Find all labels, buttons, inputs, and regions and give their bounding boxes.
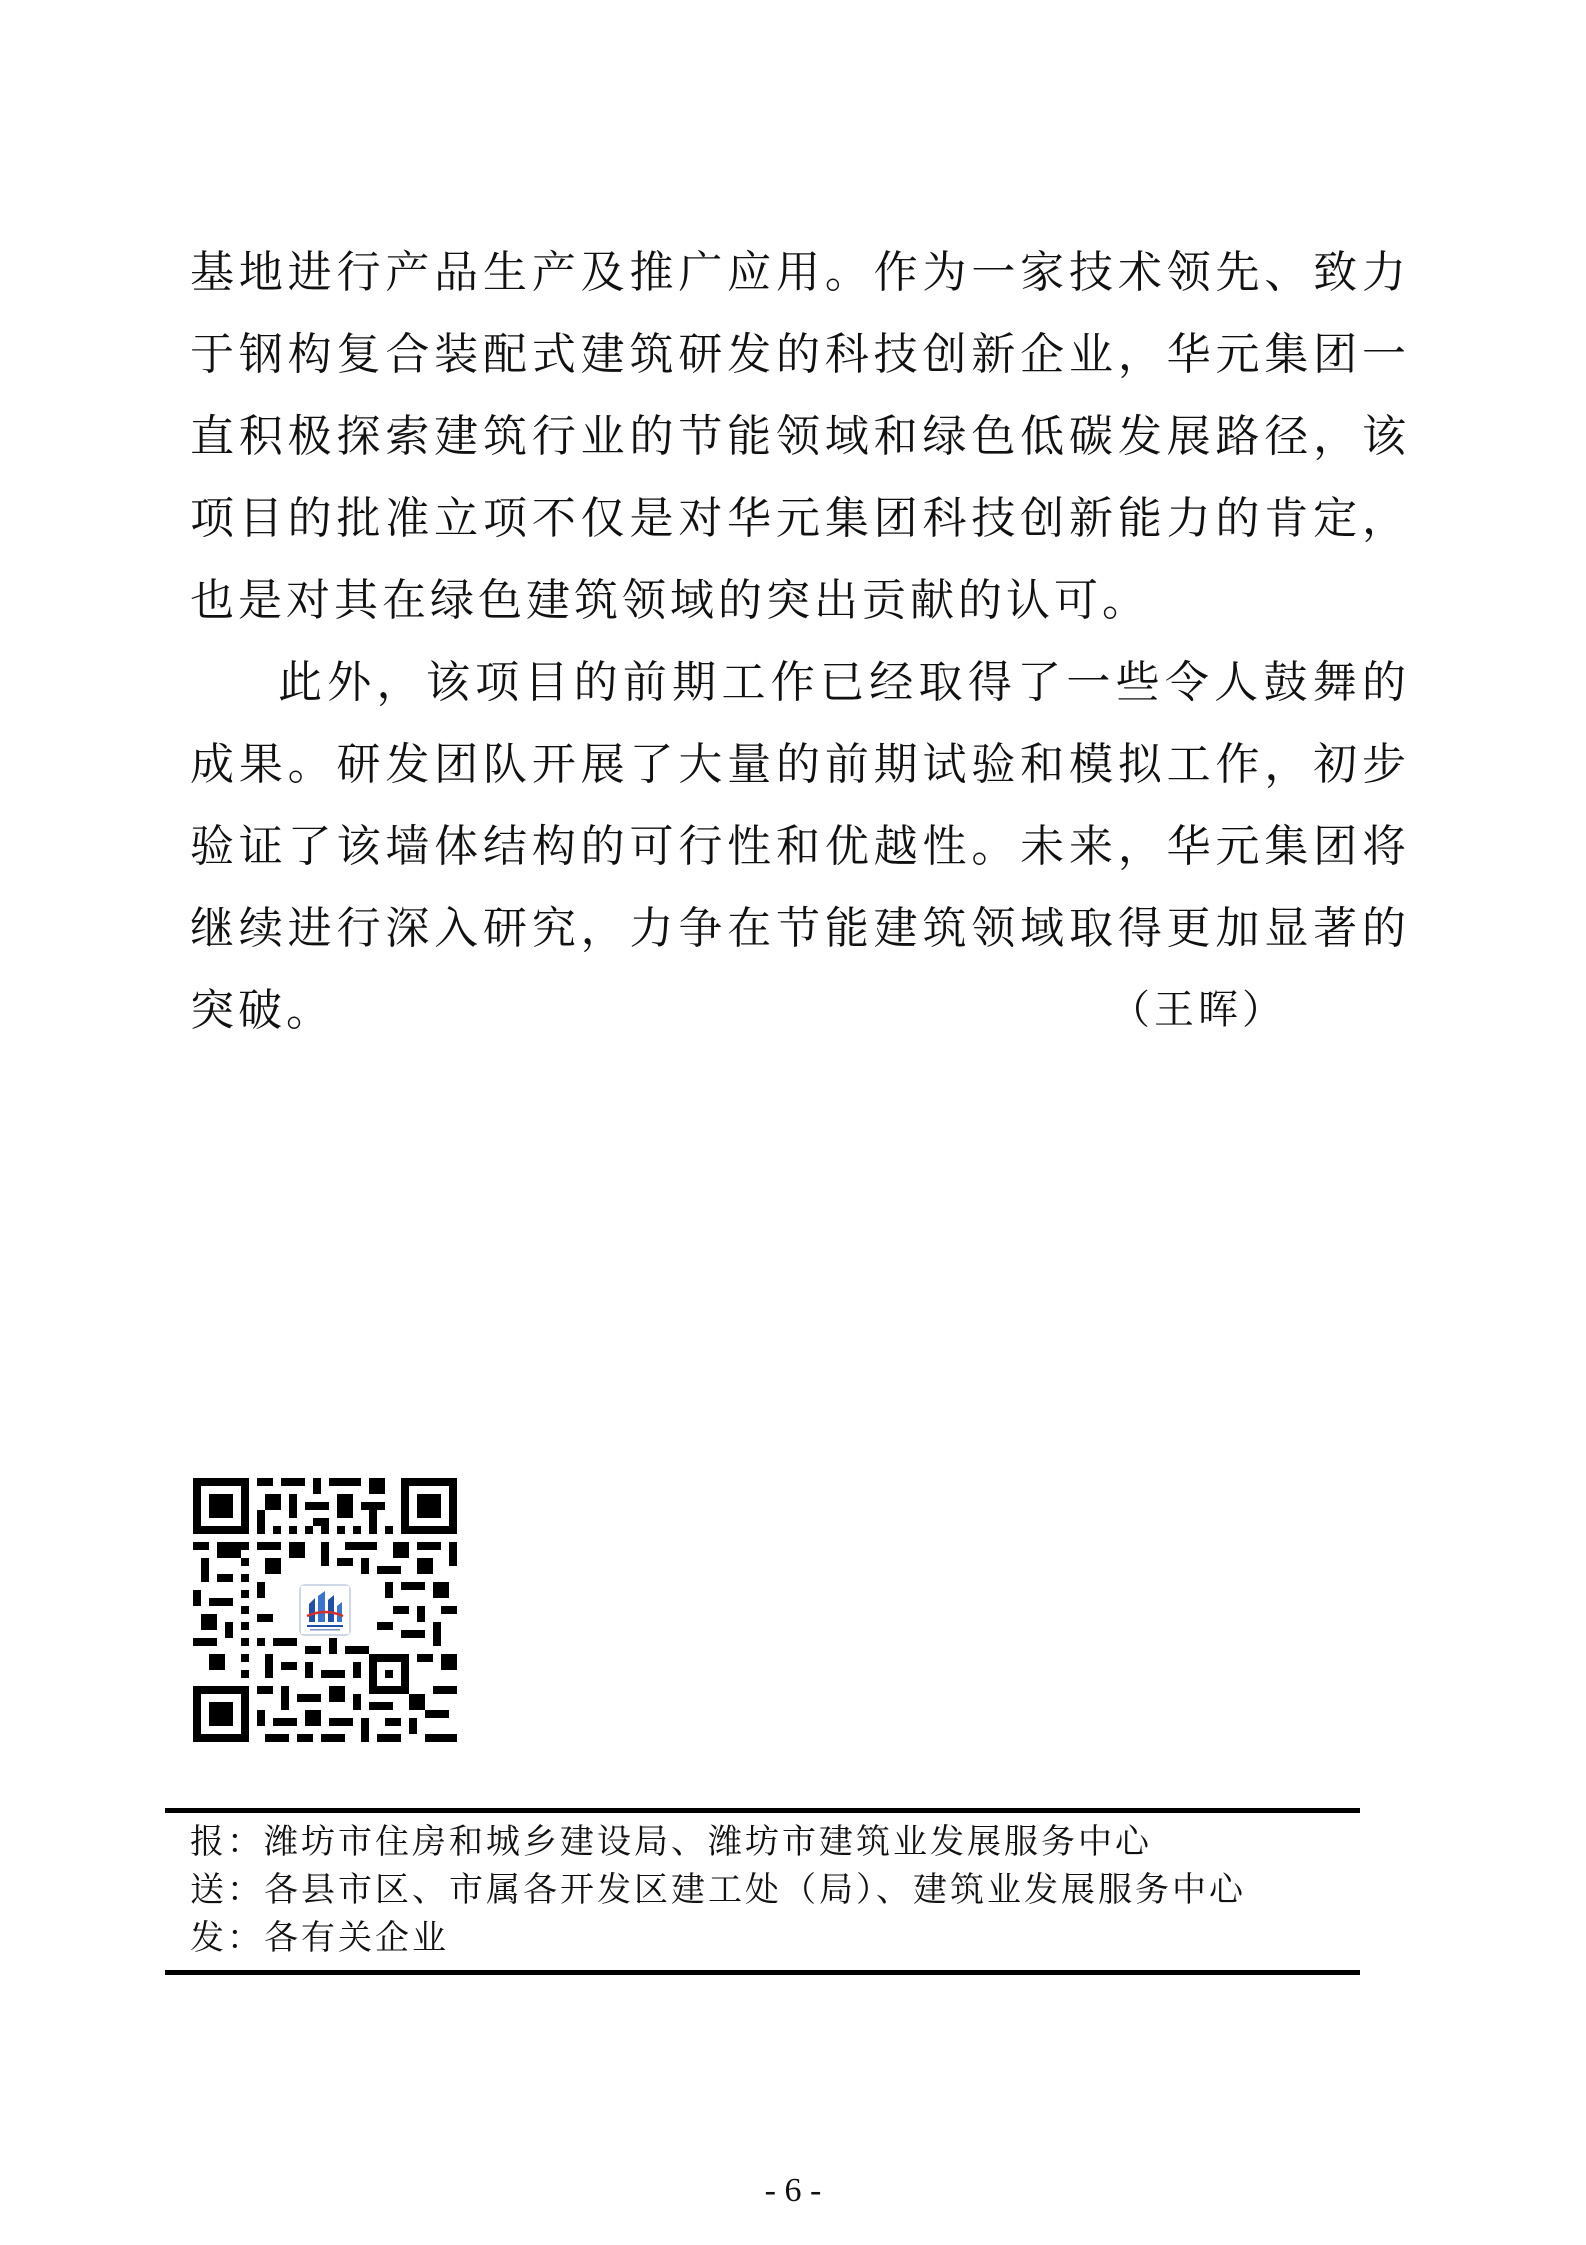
distribution-bottom-rule xyxy=(165,1970,1360,1975)
qr-code-icon xyxy=(193,1478,457,1742)
page-number: - 6 - xyxy=(764,2172,822,2209)
organization-logo-graphic xyxy=(301,1586,349,1634)
article-paragraph-1: 基地进行产品生产及推广应用。作为一家技术领先、致力于钢构复合装配式建筑研发的科技创新企业，华元集团一直积极探索建筑行业的节能领域和绿色低碳发展路径，该项目的批准立项不仅是对华元集团科技创新能力的肯定，也是对其在绿色建筑领域的突出贡献的认可。 xyxy=(190,247,1410,626)
distribution-issue-line: 发：各有关企业 xyxy=(190,1918,449,1958)
organization-logo-icon xyxy=(299,1584,351,1636)
article-body xyxy=(190,232,1410,1052)
distribution-send-line: 送：各县市区、市属各开发区建工处（局）、建筑业发展服务中心 xyxy=(190,1870,1246,1910)
distribution-report-line: 报：潍坊市住房和城乡建设局、潍坊市建筑业发展服务中心 xyxy=(190,1822,1152,1862)
distribution-top-rule xyxy=(165,1808,1360,1813)
article-author: （王晖） xyxy=(1110,987,1286,1033)
distribution-list xyxy=(190,1818,1246,1962)
article-paragraph-2: 此外，该项目的前期工作已经取得了一些令人鼓舞的成果。研发团队开展了大量的前期试验和模拟工作，初步验证了该墙体结构的可行性和优越性。未来，华元集团将继续进行深入研究，力争在节能建筑领域取得更加显著的突破。 xyxy=(190,657,1410,1036)
